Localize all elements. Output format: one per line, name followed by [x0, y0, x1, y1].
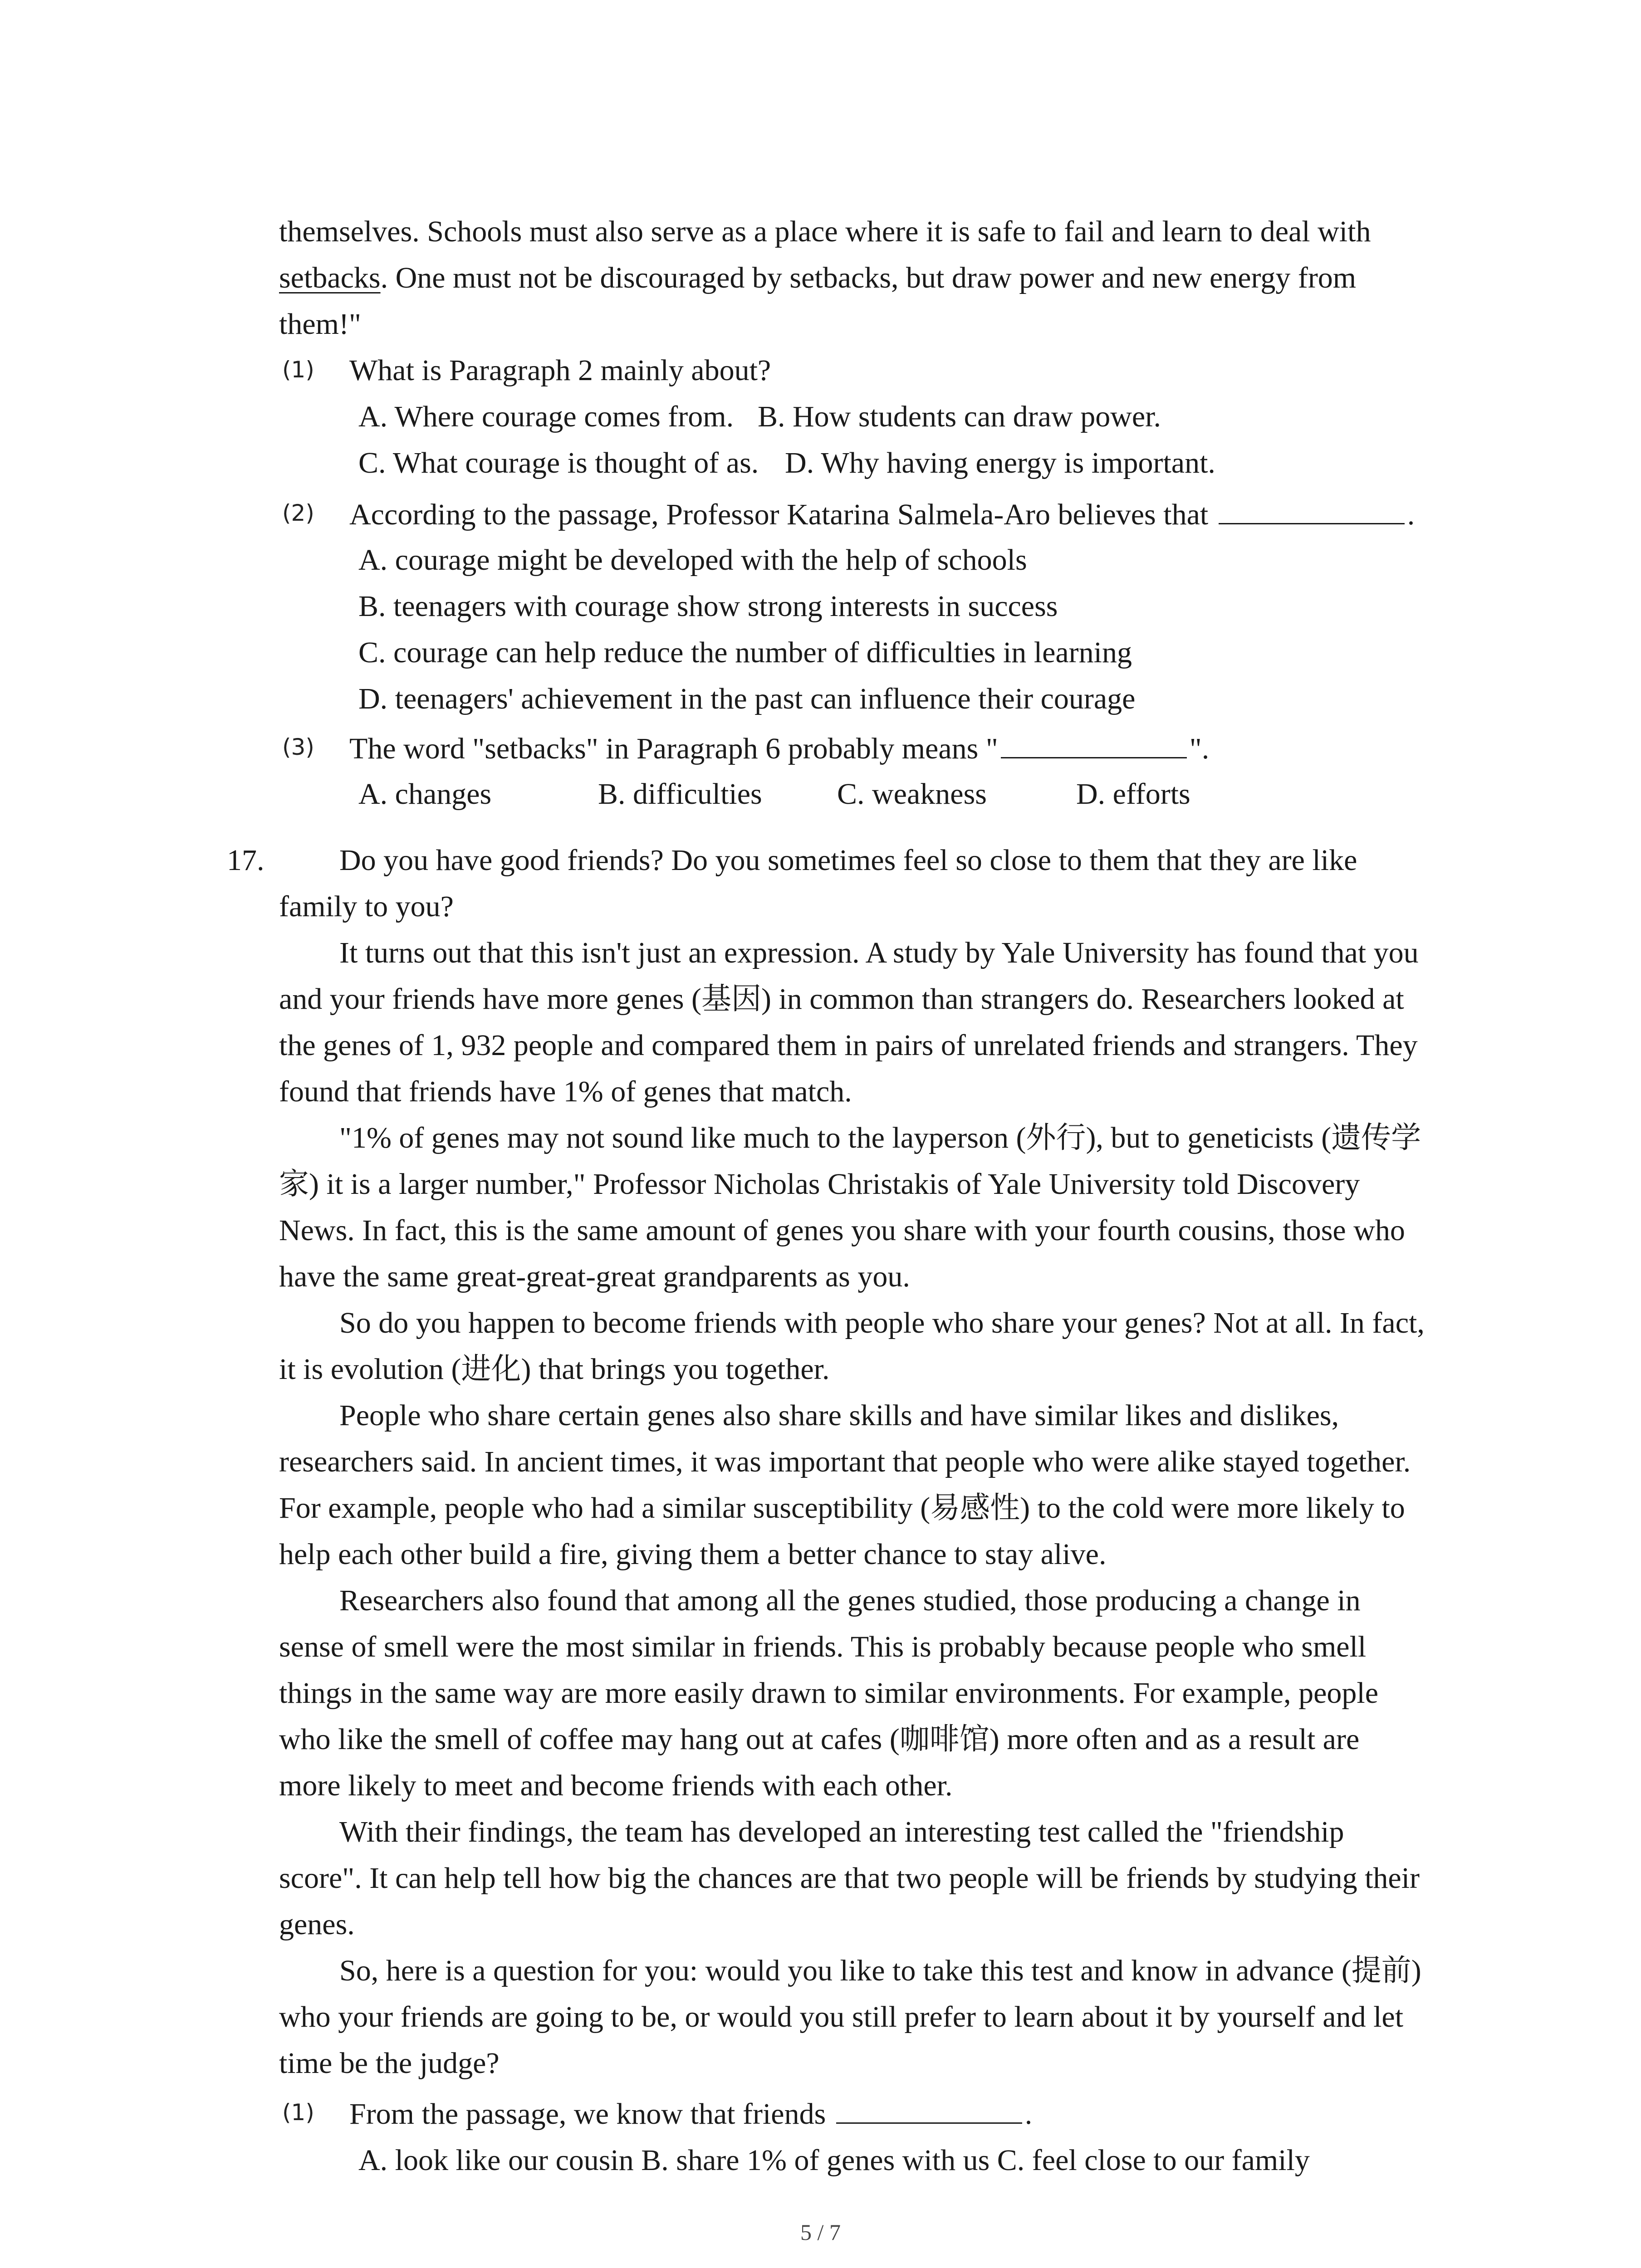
- passage-line: News. In fact, this is the same amount of genes you share with your fourth cousins, those who: [279, 1214, 1405, 1247]
- option-d: D. Why having energy is important.: [785, 446, 1215, 479]
- stem-end: .: [1024, 2097, 1033, 2131]
- option-b: B. difficulties: [598, 777, 762, 811]
- option-c: C. What courage is thought of as.: [358, 446, 759, 479]
- passage-line: So, here is a question for you: would you like to take this test and know in advance (提前): [339, 1954, 1421, 1987]
- passage-line: Do you have good friends? Do you sometimes feel so close to them that they are like: [339, 844, 1357, 877]
- answer-blank[interactable]: [1219, 496, 1405, 524]
- passage-line: For example, people who had a similar susceptibility (易感性) to the cold were more likely to: [279, 1491, 1405, 1525]
- passage-line: With their findings, the team has developed an interesting test called the "friendship: [339, 1815, 1344, 1848]
- passage-line: So do you happen to become friends with people who share your genes? Not at all. In fact,: [339, 1306, 1425, 1339]
- passage-line: themselves. Schools must also serve as a place where it is safe to fail and learn to deal with: [279, 215, 1371, 248]
- passage-text: . One must not be discouraged by setbacks, but draw power and new energy from: [380, 261, 1357, 294]
- passage-line: "1% of genes may not sound like much to the layperson (外行), but to geneticists (遗传学: [339, 1121, 1421, 1154]
- option-d: D. efforts: [1076, 777, 1190, 811]
- answer-blank[interactable]: [836, 2095, 1022, 2124]
- option-a: A. changes: [358, 777, 492, 811]
- passage-line: it is evolution (进化) that brings you together.: [279, 1353, 830, 1386]
- passage-line: researchers said. In ancient times, it was important that people who were alike stayed together.: [279, 1445, 1411, 1478]
- passage-line: them!": [279, 308, 361, 341]
- passage-line: 家) it is a larger number," Professor Nicholas Christakis of Yale University told Discovery: [279, 1168, 1360, 1201]
- passage-line: score". It can help tell how big the chances are that two people will be friends by studying their: [279, 1862, 1420, 1895]
- answer-blank[interactable]: [1001, 730, 1187, 758]
- option-a: A. courage might be developed with the help of schools: [358, 543, 1027, 577]
- passage-line: found that friends have 1% of genes that match.: [279, 1075, 852, 1108]
- passage-line: Researchers also found that among all the genes studied, those producing a change in: [339, 1584, 1361, 1617]
- question-stem: [349, 726, 1209, 772]
- stem-text: From the passage, we know that friends: [349, 2097, 826, 2131]
- subquestion-number: (2): [282, 500, 314, 526]
- passage-line: things in the same way are more easily drawn to similar environments. For example, people: [279, 1677, 1379, 1710]
- passage-line: have the same great-great-great grandparents as you.: [279, 1260, 910, 1293]
- option-b: B. teenagers with courage show strong interests in success: [358, 590, 1058, 623]
- passage-line: who like the smell of coffee may hang out at cafes (咖啡馆) more often and as a result are: [279, 1723, 1360, 1756]
- question-stem: [349, 492, 1415, 538]
- passage-line: [279, 255, 1356, 301]
- passage-line: People who share certain genes also share skills and have similar likes and dislikes,: [339, 1399, 1339, 1432]
- subquestion-number: (1): [282, 2099, 314, 2126]
- subquestion-number: (3): [282, 734, 314, 760]
- passage-line: more likely to meet and become friends with each other.: [279, 1769, 953, 1802]
- passage-line: help each other build a fire, giving them a better chance to stay alive.: [279, 1538, 1107, 1571]
- passage-line: sense of smell were the most similar in friends. This is probably because people who smell: [279, 1630, 1367, 1663]
- question-stem: What is Paragraph 2 mainly about?: [349, 354, 771, 387]
- passage-line: who your friends are going to be, or would you still prefer to learn about it by yourself and let: [279, 2000, 1404, 2033]
- passage-line: time be the judge?: [279, 2047, 500, 2080]
- stem-end: .: [1407, 498, 1415, 531]
- option-a: A. Where courage comes from.: [358, 400, 734, 433]
- question-number: 17.: [227, 844, 265, 877]
- stem-text: The word "setbacks" in Paragraph 6 probably means ": [349, 732, 998, 765]
- options-line: A. look like our cousin B. share 1% of genes with us C. feel close to our family: [358, 2144, 1310, 2177]
- option-b: B. How students can draw power.: [758, 400, 1161, 433]
- passage-line: It turns out that this isn't just an expression. A study by Yale University has found that you: [339, 936, 1419, 969]
- stem-text: According to the passage, Professor Katarina Salmela-Aro believes that: [349, 498, 1209, 531]
- underlined-word: setbacks: [279, 261, 381, 294]
- subquestion-number: (1): [282, 357, 314, 383]
- stem-end: ".: [1189, 732, 1210, 765]
- passage-line: family to you?: [279, 890, 454, 923]
- passage-line: the genes of 1, 932 people and compared them in pairs of unrelated friends and strangers. They: [279, 1029, 1418, 1062]
- option-c: C. weakness: [837, 777, 987, 811]
- question-stem: [349, 2091, 1032, 2137]
- passage-line: genes.: [279, 1908, 355, 1941]
- option-d: D. teenagers' achievement in the past can influence their courage: [358, 682, 1136, 715]
- passage-line: and your friends have more genes (基因) in common than strangers do. Researchers looked at: [279, 982, 1404, 1016]
- page-number: 5 / 7: [800, 2219, 841, 2245]
- option-c: C. courage can help reduce the number of difficulties in learning: [358, 636, 1132, 669]
